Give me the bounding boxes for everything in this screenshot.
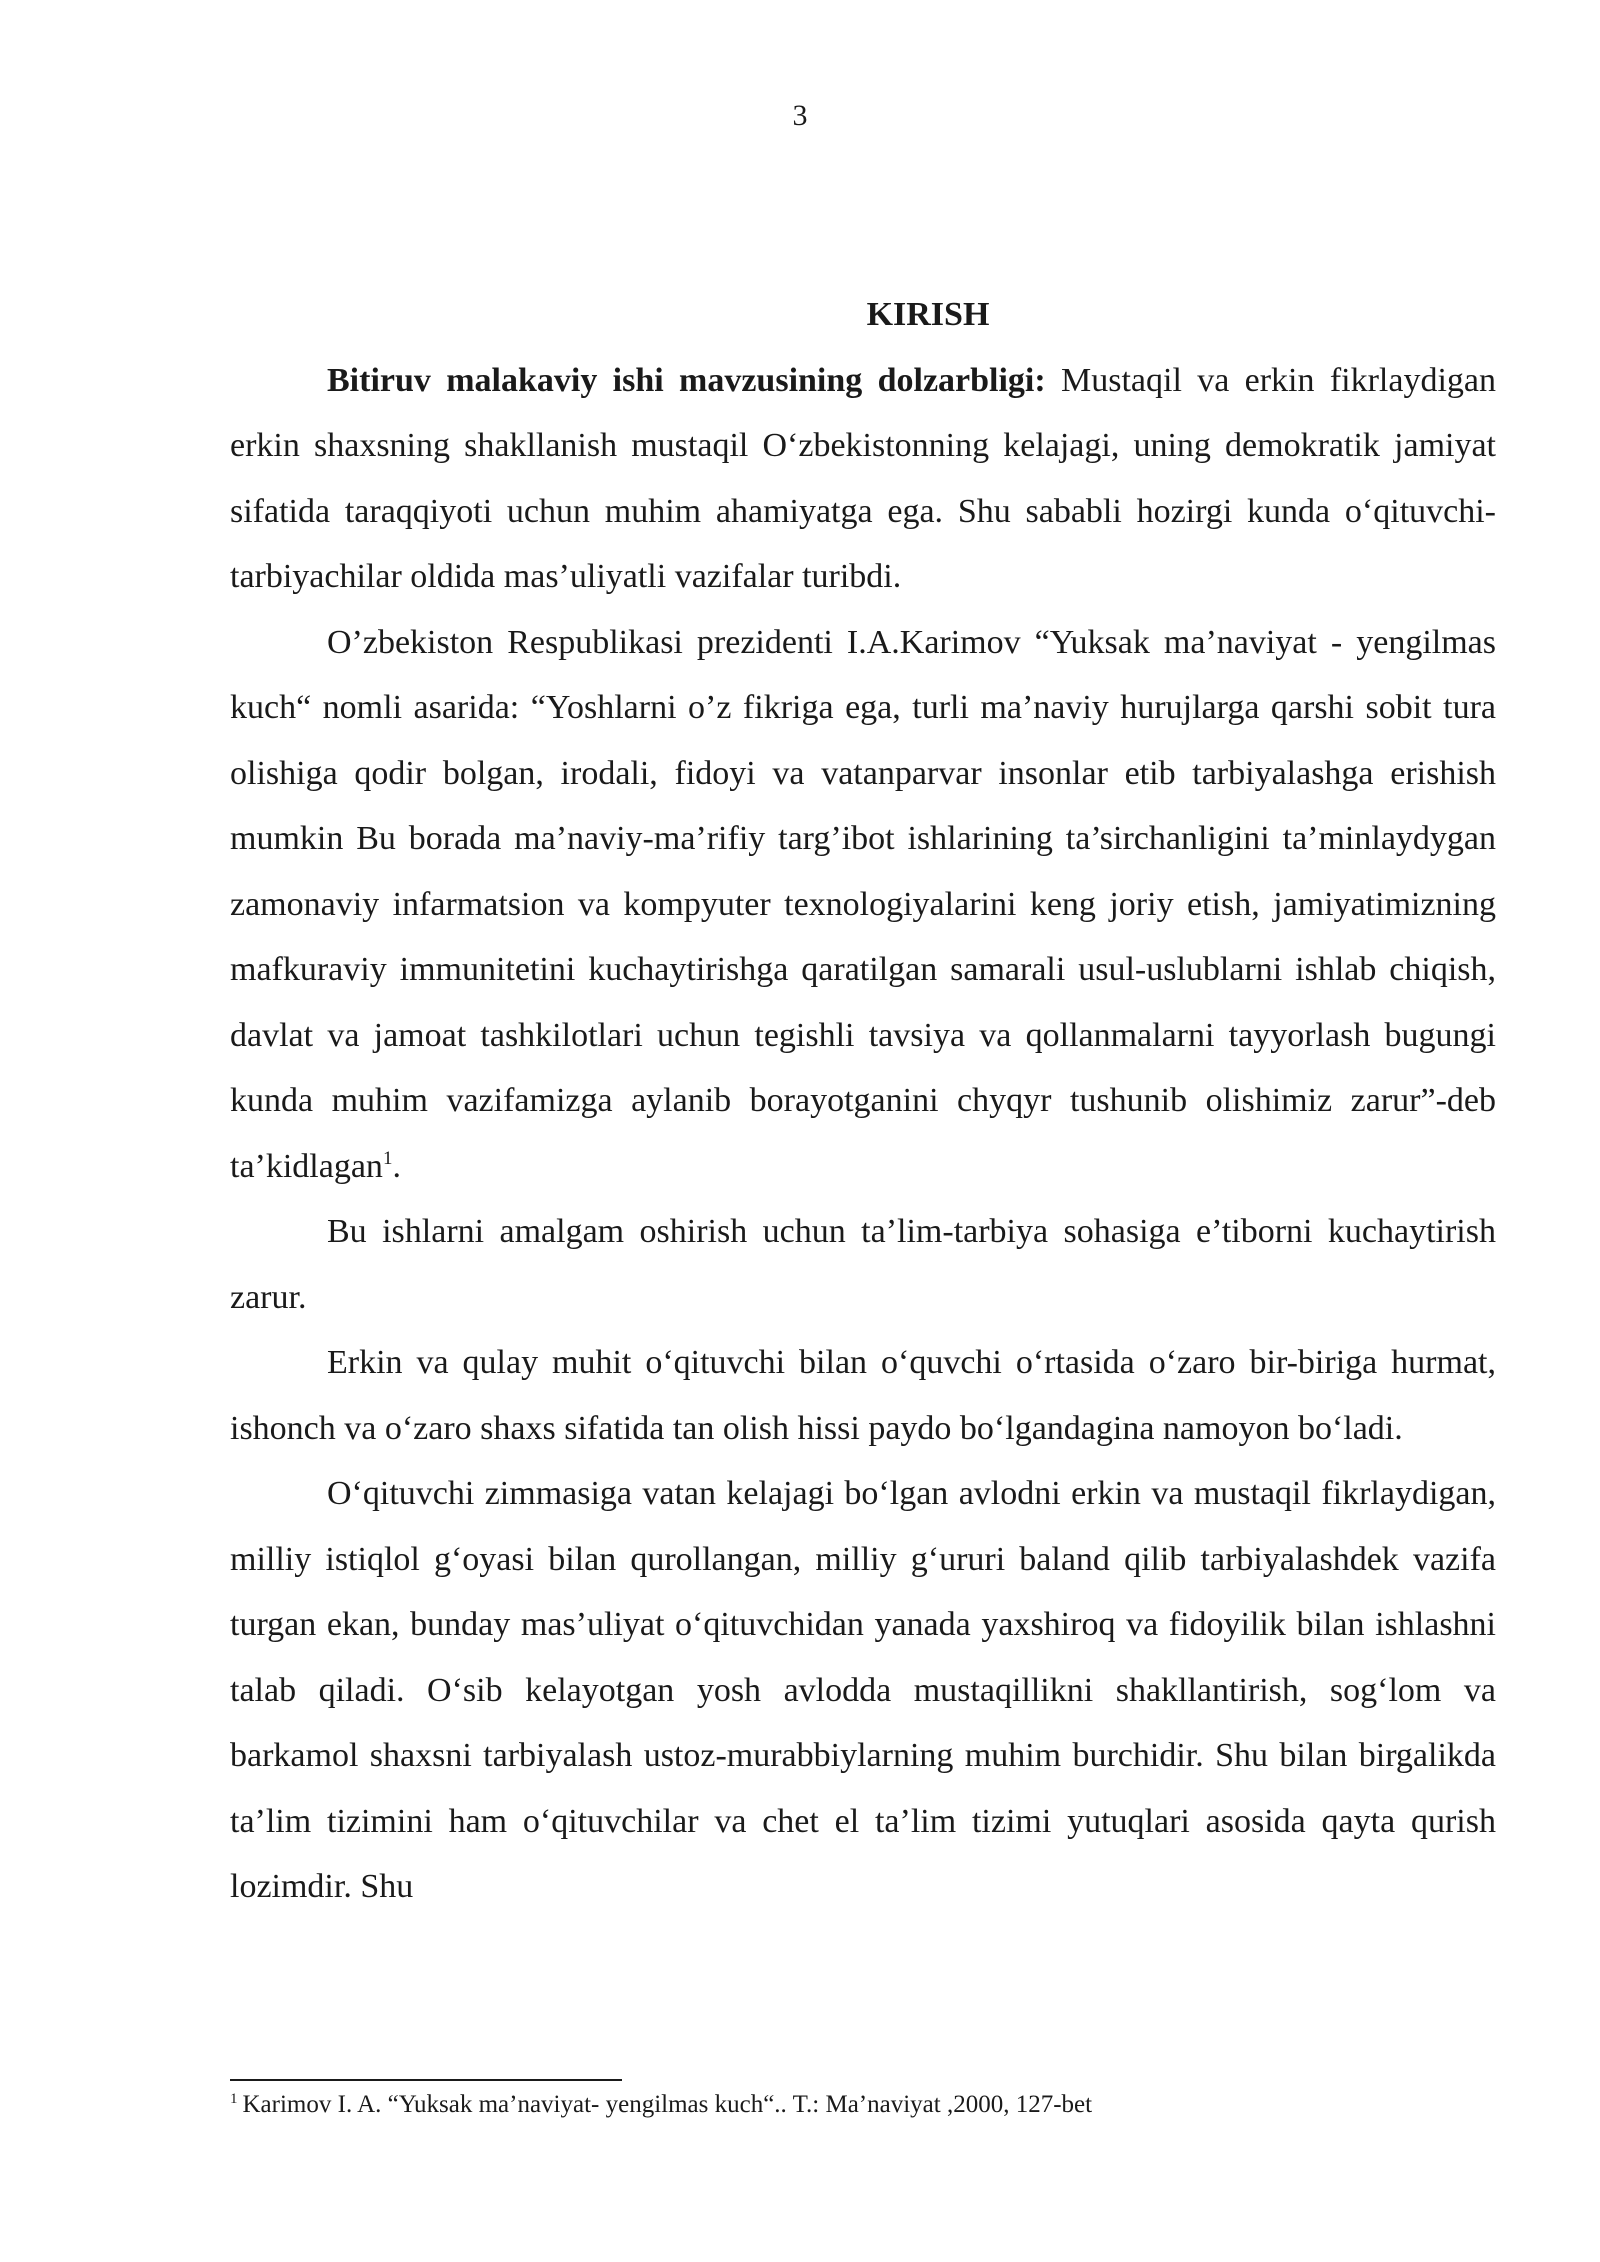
paragraph-text: Erkin va qulay muhit o‘qituvchi bilan o‘quvchi o‘rtasida o‘zaro bir-biriga hurmat, ishonch va o‘zaro shaxs sifatida tan olish hissi paydo bo‘lgandagina namoyon bo‘ladi.: [230, 1344, 1496, 1447]
footnote-reference[interactable]: 1: [382, 1147, 393, 1169]
page-number: 3: [792, 99, 808, 132]
paragraph-text: Bu ishlarni amalgam oshirish uchun ta’lim-tarbiya sohasiga e’tiborni kuchaytirish zarur.: [230, 1213, 1496, 1316]
paragraph-relevance: [230, 348, 1496, 610]
paragraph-text: O’zbekiston Respublikasi prezidenti I.A.Karimov “Yuksak ma’naviyat - yengilmas kuch“ nomli asarida: “Yoshlarni o’z fikriga ega, turli ma’naviy hurujlarga qarshi sobit tura olishiga qodir bolgan, irodali, fidoyi va vatanparvar insonlar etib tarbiyalashga erishish mumkin Bu borada ma’naviy-ma’rifiy targ’ibot ishlarining ta’sirchanligini ta’minlaydygan zamonaviy infarmatsion va kompyuter texnologiyalarini keng joriy etish, jamiyatimizning mafkuraviy immunitetini kuchaytirishga qaratilgan samarali usul-uslublarni ishlab chiqish, davlat va jamoat tashkilotlari uchun tegishli tavsiya va qollanmalarni tayyorlash bugungi kunda muhim vazifamizga aylanib borayotganini chyqyr tushunib olishimiz zarur”-deb ta’kidlagan: [230, 623, 1496, 1185]
paragraph-environment: [230, 1330, 1496, 1461]
main-text: [230, 282, 1496, 1920]
footnote: [230, 2088, 1496, 2122]
paragraph-tail: .: [392, 1147, 401, 1185]
paragraph-karimov-quote: [230, 610, 1496, 1200]
footnote-marker: 1: [230, 2091, 238, 2107]
relevance-lead: Bitiruv malakaviy ishi mavzusining dolzarbligi:: [327, 361, 1046, 399]
paragraph-text: Mustaqil va erkin fikrlaydigan erkin shaxsning shakllanish mustaqil O‘zbekistonning kelajagi, uning demokratik jamiyat sifatida taraqqiyoti uchun muhim ahamiyatga ega. Shu sababli hozirgi kunda o‘qituvchi-tarbiyachilar oldida mas’uliyatli vazifalar turibdi.: [230, 361, 1496, 595]
section-heading: KIRISH: [866, 296, 990, 333]
paragraph-teacher-duty: [230, 1461, 1496, 1920]
paragraph-text: O‘qituvchi zimmasiga vatan kelajagi bo‘lgan avlodni erkin va mustaqil fikrlaydigan, milliy istiqlol g‘oyasi bilan qurollangan, milliy g‘ururi baland qilib tarbiyalashdek vazifa turgan ekan, bunday mas’uliyat o‘qituvchidan yanada yaxshiroq va fidoyilik bilan ishlashni talab qiladi. O‘sib kelayotgan yosh avlodda mustaqillikni shakllantirish, sog‘lom va barkamol shaxsni tarbiyalash ustoz-murabbiylarning muhim burchidir. Shu bilan birgalikda ta’lim tizimini ham o‘qituvchilar va chet el ta’lim tizimi yutuqlari asosida qayta qurish lozimdir. Shu: [230, 1475, 1496, 1905]
footnote-text: Karimov I. A. “Yuksak ma’naviyat- yengilmas kuch“.. T.: Ma’naviyat ,2000, 127-bet: [242, 2091, 1093, 2118]
footnote-separator: [230, 2079, 622, 2081]
paragraph-education: [230, 1199, 1496, 1330]
